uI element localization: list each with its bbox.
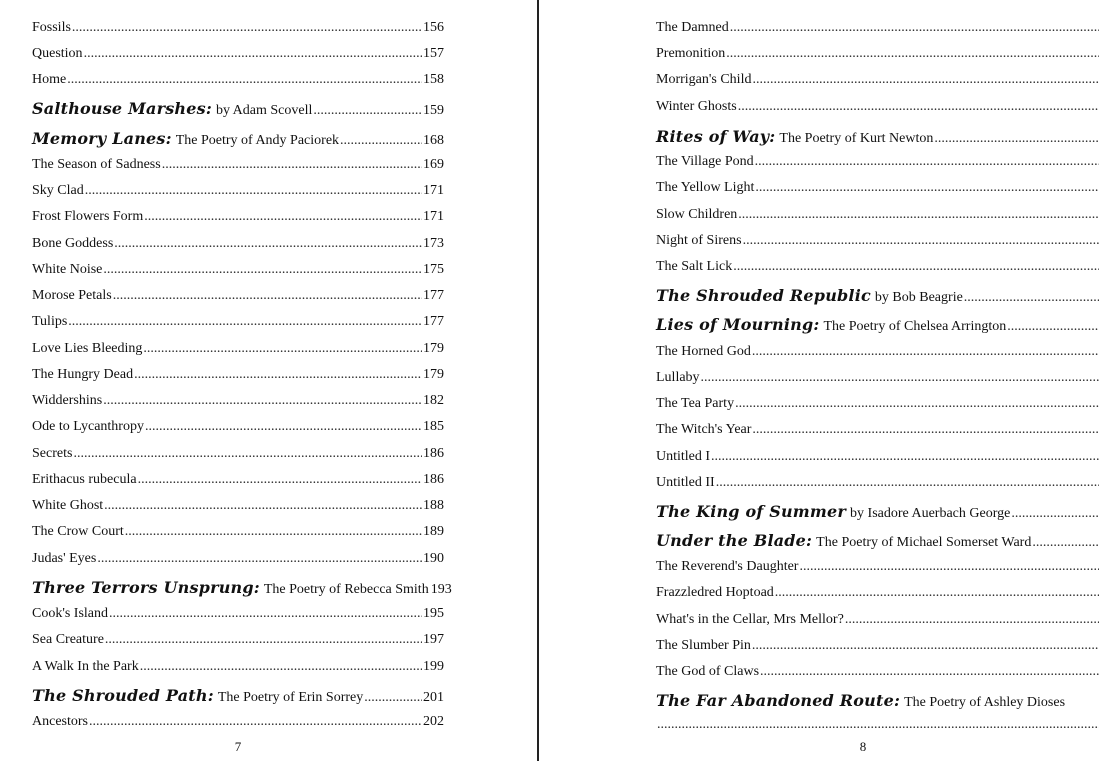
toc-entry[interactable] [32,549,444,569]
section-subtitle: The Poetry of Ashley Dioses [904,695,1066,710]
page-ref: 186 [423,446,444,461]
toc-entry[interactable] [32,312,444,332]
entry-title: The Hungry Dead [32,367,134,382]
entry-title: A Walk In the Park [32,659,139,674]
toc-entry[interactable] [656,18,1099,38]
toc-entry[interactable] [32,18,444,38]
toc-entry[interactable] [32,70,444,90]
page-ref: 156 [423,20,444,35]
toc-section-heading[interactable] [32,576,452,600]
leader-dots [755,178,1099,198]
leader-dots [73,444,422,464]
leader-dots [752,636,1099,656]
leader-dots [730,18,1099,38]
leader-dots [162,155,422,175]
page-ref: 179 [423,367,444,382]
toc-entry[interactable] [32,44,444,64]
leader-dots [143,339,422,359]
entry-title: Frost Flowers Form [32,209,144,224]
toc-section-heading[interactable] [656,529,1099,553]
toc-entry[interactable] [32,604,444,624]
toc-entry[interactable] [656,610,1099,630]
leader-dots [89,712,422,732]
toc-entry[interactable] [656,205,1099,225]
section-subtitle: The Poetry of Chelsea Arrington [823,319,1007,334]
toc-entry[interactable] [32,657,444,677]
entry-title: Lullaby [656,370,700,385]
section-name: Rites of Way: [656,127,776,146]
page-ref: 193 [430,582,452,597]
page-ref: 159 [423,103,444,118]
entry-title: The Reverend's Daughter [656,559,799,574]
toc-entry[interactable] [32,522,444,542]
entry-title: Winter Ghosts [656,99,737,114]
toc-entry[interactable] [656,97,1099,117]
toc-entry[interactable] [32,207,444,227]
page-ref: 202 [423,714,444,729]
toc-section-heading[interactable] [656,284,1099,308]
toc-entry[interactable] [656,557,1099,577]
entry-title: Bone Goddess [32,236,114,251]
toc-entry[interactable] [656,257,1099,277]
entry-title: The Tea Party [656,396,735,411]
toc-entry[interactable] [656,420,1099,440]
toc-section-heading[interactable] [32,684,444,708]
entry-title: The Yellow Light [656,180,755,195]
section-subtitle: by Isadore Auerbach George [850,506,1011,521]
section-name: Memory Lanes: [32,129,172,148]
page-ref: 168 [423,133,444,148]
section-name: The Shrouded Path: [32,686,214,705]
section-name: Under the Blade: [656,531,813,550]
page-ref: 186 [423,472,444,487]
page-ref: 175 [423,262,444,277]
page-ref: 197 [423,632,444,647]
section-name: The King of Summer [656,502,847,521]
entry-title: Home [32,72,67,87]
section-name: Three Terrors Unsprung: [32,578,260,597]
toc-entry[interactable] [32,630,444,650]
leader-dots [934,127,1099,151]
leader-dots [138,470,422,490]
entry-title: Frazzledred Hoptoad [656,585,774,600]
leader-dots [755,152,1099,172]
toc-section-heading[interactable] [656,313,1099,337]
page-ref: 173 [423,236,444,251]
leader-dots [1007,315,1099,339]
page-ref: 171 [423,183,444,198]
toc-entry[interactable] [656,231,1099,251]
entry-title: Judas' Eyes [32,551,97,566]
leader-dots [799,557,1099,577]
entry-title: The Season of Sadness [32,157,161,172]
entry-title: Sea Creature [32,632,104,647]
entry-title: White Ghost [32,498,104,513]
page-ref: 195 [423,606,444,621]
section-subtitle: The Poetry of Erin Sorrey [217,690,364,705]
toc-entry[interactable] [32,444,444,464]
page-gutter-divider [537,0,539,761]
leader-dots [657,715,1099,735]
section-name: Salthouse Marshes: [32,99,212,118]
section-subtitle: by Bob Beagrie [874,290,963,305]
entry-title: White Noise [32,262,103,277]
page-ref: 182 [423,393,444,408]
section-subtitle: The Poetry of Rebecca Smith [263,582,429,597]
section-name: Lies of Mourning: [656,315,820,334]
section-name: The Shrouded Republic [656,286,871,305]
toc-entry[interactable] [32,181,444,201]
entry-title: The God of Claws [656,664,760,679]
toc-entry[interactable] [656,394,1099,414]
toc-section-heading[interactable] [656,500,1099,524]
page-ref: 189 [423,524,444,539]
leader-dots [738,97,1099,117]
leader-dots [964,286,1099,310]
page-ref: 190 [423,551,444,566]
leader-dots [845,610,1099,630]
toc-entry[interactable] [656,583,1099,603]
section-subtitle: The Poetry of Kurt Newton [779,131,934,146]
toc-entry[interactable] [32,417,444,437]
entry-title: The Witch's Year [656,422,752,437]
leader-dots [711,447,1099,467]
toc-section-heading[interactable] [32,97,444,121]
leader-dots [103,391,422,411]
toc-section-heading-continuation[interactable] [656,715,1099,735]
leader-dots [97,549,422,569]
leader-dots [144,207,422,227]
leader-dots [340,129,422,153]
toc-entry[interactable] [656,152,1099,172]
page-ref: 177 [423,314,444,329]
entry-title: The Salt Lick [656,259,733,274]
entry-title: Night of Sirens [656,233,742,248]
leader-dots [701,368,1099,388]
toc-entry[interactable] [656,636,1099,656]
entry-title: What's in the Cellar, Mrs Mellor? [656,612,844,627]
leader-dots [775,583,1099,603]
toc-entry[interactable] [656,368,1099,388]
page-ref: 185 [423,419,444,434]
section-subtitle: by Adam Scovell [215,103,313,118]
entry-title: Morose Petals [32,288,112,303]
toc-entry[interactable] [32,712,444,732]
page-ref: 199 [423,659,444,674]
leader-dots [72,18,422,38]
toc-entry[interactable] [32,234,444,254]
toc-section-heading[interactable] [32,127,444,151]
leader-dots [84,44,422,64]
page-number-right: 8 [859,739,867,754]
leader-dots [735,394,1099,414]
page-ref: 157 [423,46,444,61]
leader-dots [752,70,1099,90]
leader-dots [68,312,422,332]
leader-dots [114,234,422,254]
entry-title: Ancestors [32,714,88,729]
leader-dots [760,662,1099,682]
page-number-left: 7 [234,739,242,754]
entry-title: Untitled II [656,475,715,490]
toc-entry[interactable] [656,178,1099,198]
toc-entry[interactable] [656,447,1099,467]
entry-title: Untitled I [656,449,711,464]
toc-entry[interactable] [32,339,444,359]
entry-title: Morrigan's Child [656,72,752,87]
leader-dots [105,630,422,650]
entry-title: Fossils [32,20,71,35]
leader-dots [752,342,1099,362]
section-subtitle: The Poetry of Michael Somerset Ward [816,535,1032,550]
leader-dots [67,70,422,90]
toc-entry[interactable] [656,662,1099,682]
toc-entry[interactable] [656,473,1099,493]
entry-title: Secrets [32,446,73,461]
leader-dots [103,260,422,280]
leader-dots [752,420,1099,440]
entry-title: Erithacus rubecula [32,472,137,487]
leader-dots [1032,531,1099,555]
page-ref: 179 [423,341,444,356]
entry-title: The Village Pond [656,154,754,169]
entry-title: The Crow Court [32,524,124,539]
leader-dots [313,99,422,123]
toc-entry[interactable] [32,470,444,490]
toc-entry[interactable] [32,260,444,280]
toc-entry[interactable] [32,286,444,306]
leader-dots [109,604,422,624]
leader-dots [140,657,422,677]
toc-entry[interactable] [32,496,444,516]
entry-title: Cook's Island [32,606,109,621]
toc-entry[interactable] [656,70,1099,90]
toc-entry[interactable] [32,391,444,411]
leader-dots [85,181,422,201]
toc-entry[interactable] [32,155,444,175]
leader-dots [104,496,422,516]
toc-section-heading[interactable] [656,125,1099,149]
page-ref: 177 [423,288,444,303]
entry-title: The Slumber Pin [656,638,751,653]
leader-dots [145,417,422,437]
left-page [0,0,537,761]
leader-dots [364,686,422,710]
toc-section-heading[interactable] [656,689,1099,713]
leader-dots [743,231,1099,251]
section-name: The Far Abandoned Route: [656,691,901,710]
leader-dots [113,286,422,306]
leader-dots [1011,502,1099,526]
entry-title: Ode to Lycanthropy [32,419,144,434]
entry-title: Sky Clad [32,183,84,198]
page-ref: 171 [423,209,444,224]
leader-dots [134,365,422,385]
entry-title: Slow Children [656,207,738,222]
entry-title: Question [32,46,83,61]
toc-entry[interactable] [656,44,1099,64]
leader-dots [716,473,1099,493]
page-ref: 169 [423,157,444,172]
entry-title: Tulips [32,314,68,329]
entry-title: Premonition [656,46,726,61]
leader-dots [726,44,1099,64]
entry-title: The Damned [656,20,729,35]
toc-entry[interactable] [656,342,1099,362]
page-ref: 188 [423,498,444,513]
toc-entry[interactable] [32,365,444,385]
page-ref: 201 [423,690,444,705]
leader-dots [125,522,422,542]
entry-title: The Horned God [656,344,751,359]
page-ref: 158 [423,72,444,87]
entry-title: Love Lies Bleeding [32,341,143,356]
section-subtitle: The Poetry of Andy Paciorek [175,133,340,148]
right-page [540,0,1099,761]
entry-title: Widdershins [32,393,103,408]
leader-dots [733,257,1099,277]
leader-dots [738,205,1099,225]
